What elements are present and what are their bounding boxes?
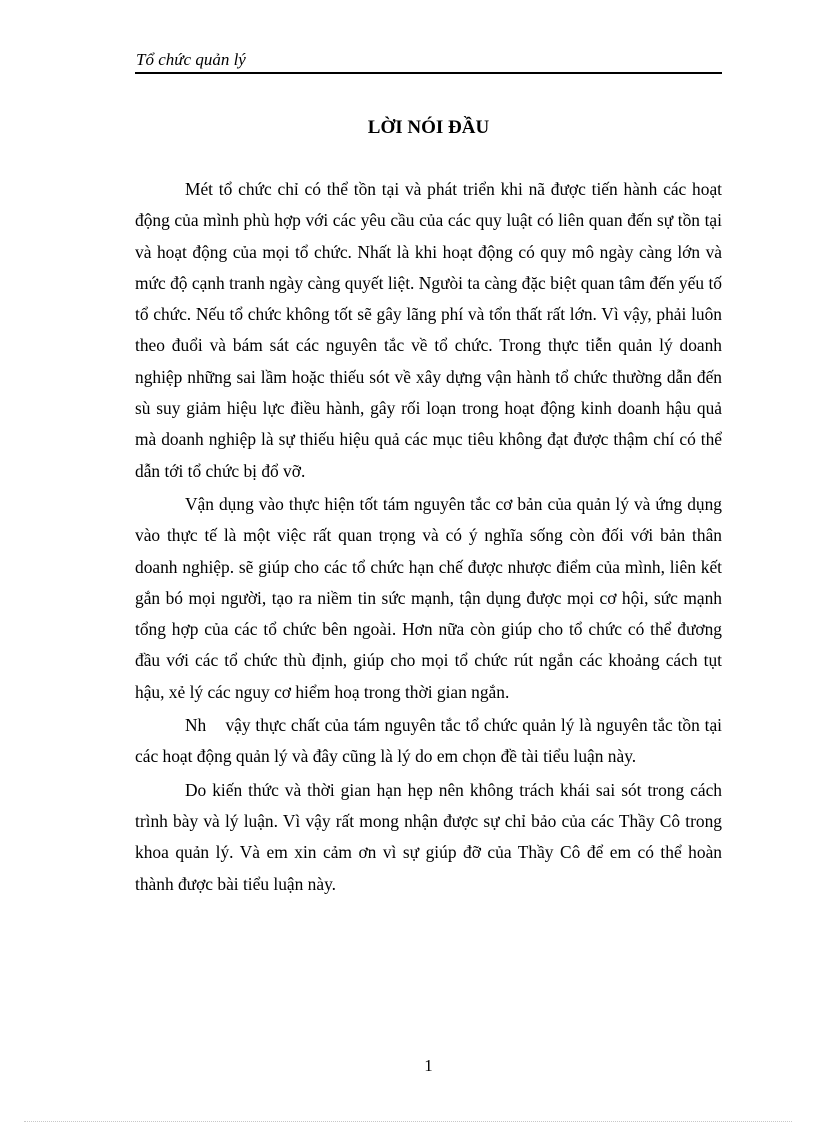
page-header [135,50,722,74]
page-title: LỜI NÓI ĐẦU [367,117,490,138]
header-title: Tổ chức quản lý [136,50,246,69]
paragraph-1: Mét tổ chức chỉ có thể tồn tại và phát triển khi nã được tiến hành các hoạt động của mình phù hợp với các yêu cầu của các quy luật có liên quan đến sự tồn tại và hoạt động của mọi tổ chức. Nhất là khi hoạt động có quy mô ngày càng lớn và mức độ cạnh tranh ngày càng quyết liệt. Ngưòi ta càng đặc biệt quan tâm đến yếu tố tổ chức. Nếu tổ chức không tốt sẽ gây lãng phí và tổn thất rất lớn. Vì vậy, phải luôn theo đuổi và bám sát các nguyên tắc về tổ chức. Trong thực tiễn quản lý doanh nghiệp những sai lầm hoặc thiếu sót về xây dựng vận hành tổ chức thường dẫn đến sù suy giảm hiệu lực điều hành, gây rối loạn trong hoạt động kinh doanh hậu quả mà doanh nghiệp là sự thiếu hiệu quả các mục tiêu không đạt được thậm chí có thể dẫn tới tổ chức bị đổ vỡ. [135,179,722,481]
page-number: 1 [424,1056,433,1075]
paragraph-4: Do kiến thức và thời gian hạn hẹp nên không trách khái sai sót trong cách trình bày và lý luận. Vì vậy rất mong nhận được sự chỉ bảo của các Thầy Cô trong khoa quản lý. Và em xin cảm ơn vì sự giúp đỡ của Thầy Cô để em có thể hoàn thành được bài tiểu luận này. [135,779,722,894]
page-edge-divider [24,1121,792,1122]
paragraph-2: Vận dụng vào thực hiện tốt tám nguyên tắc cơ bản của quản lý và ứng dụng vào thực tế là một việc rất quan trọng và có ý nghĩa sống còn đối với bản thân doanh nghiệp. sẽ giúp cho các tổ chức hạn chế được nhược điểm của mình, liên kết gắn bó mọi người, tạo ra niềm tin sức mạnh, tận dụng được mọi cơ hội, sức mạnh tổng hợp của các tổ chức bên ngoài. Hơn nữa còn giúp cho tổ chức có thể đương đầu với các tổ chức thù định, giúp cho mọi tổ chức rút ngắn các khoảng cách tụt hậu, xẻ lý các nguy cơ hiểm hoạ trong thời gian ngắn. [135,493,722,702]
document-body [135,174,727,900]
paragraph-3: Nh vậy thực chất của tám nguyên tắc tổ chức quản lý là nguyên tắc tồn tại các hoạt động quản lý và đây cũng là lý do em chọn đề tài tiểu luận này. [135,715,727,767]
